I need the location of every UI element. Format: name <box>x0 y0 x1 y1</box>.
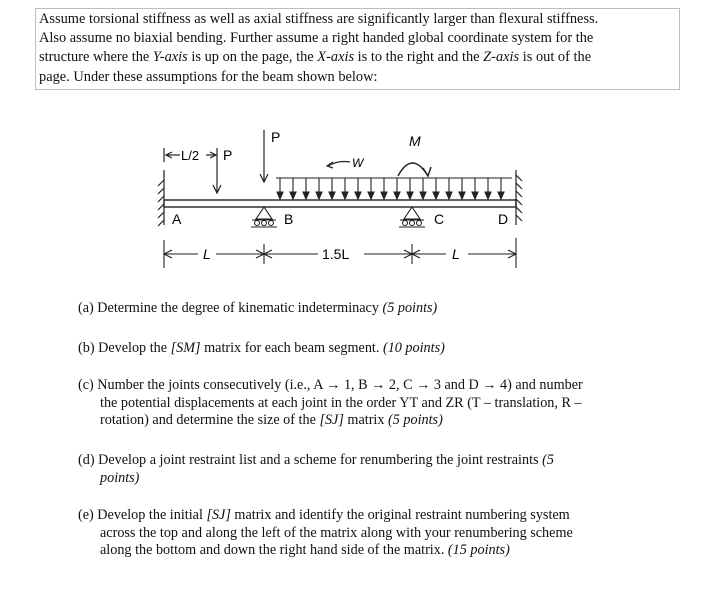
question-d-line-1: (d) Develop a joint restraint list and a scheme for renumbering the joint restraints (5 <box>78 452 554 468</box>
problem-statement <box>35 8 680 90</box>
support-C <box>399 207 425 227</box>
moment-M-label: M <box>409 133 421 149</box>
question-e-line-2: across the top and along the left of the matrix along with your renumbering scheme <box>100 524 573 541</box>
load-P-left-label: P <box>223 147 233 163</box>
question-c-line-2: the potential displacements at each joint in the order YT and ZR (T – translation, R – <box>100 394 582 411</box>
beam-figure <box>150 120 530 280</box>
joint-C-label: C <box>434 211 445 227</box>
dimension-L-CD: L <box>452 246 460 262</box>
question-d <box>78 452 668 487</box>
question-b: (b) Develop the [SM] matrix for each beam segment. (10 points) <box>78 340 445 356</box>
joint-A-label: A <box>172 211 182 227</box>
dimension-1-5L-BC: 1.5L <box>322 246 350 262</box>
support-B <box>251 207 277 227</box>
dimension-L-AB: L <box>203 246 211 262</box>
intro-line-2: Also assume no biaxial bending. Further assume a right handed global coordinate system for the <box>39 30 594 47</box>
intro-line-4: page. Under these assumptions for the beam shown below: <box>39 68 378 85</box>
question-e-line-3: along the bottom and down the right hand side of the matrix. (15 points) <box>100 542 510 558</box>
question-d-line-2: points) <box>100 469 140 486</box>
applied-moment <box>398 163 431 176</box>
left-fixed-support <box>158 170 164 226</box>
question-c <box>78 377 668 430</box>
distributed-load <box>276 178 512 199</box>
distributed-load-w-label: W <box>352 156 364 170</box>
question-c-line-1: (c) Number the joints consecutively (i.e., A → 1, B → 2, C → 3 and D → 4) and number <box>78 377 583 393</box>
intro-line-1: Assume torsional stiffness as well as axial stiffness are significantly larger than flexural stiffness. <box>39 11 599 27</box>
right-fixed-support <box>516 170 522 225</box>
question-a: (a) Determine the degree of kinematic indeterminacy (5 points) <box>78 300 438 316</box>
distributed-load-label-arrow <box>327 162 350 169</box>
question-e <box>78 507 668 560</box>
question-c-line-3: rotation) and determine the size of the [SJ] matrix (5 points) <box>100 412 443 428</box>
beam <box>164 200 516 207</box>
question-e-line-1: (e) Develop the initial [SJ] matrix and identify the original restraint numbering system <box>78 507 570 523</box>
point-load-top <box>260 130 268 182</box>
intro-line-3: structure where the Y-axis is up on the page, the X-axis is to the right and the Z-axis is out of the <box>39 49 592 66</box>
joint-D-label: D <box>498 211 509 227</box>
load-P-top-label: P <box>271 129 281 145</box>
half-span-label: L/2 <box>181 148 200 163</box>
joint-B-label: B <box>284 211 294 227</box>
